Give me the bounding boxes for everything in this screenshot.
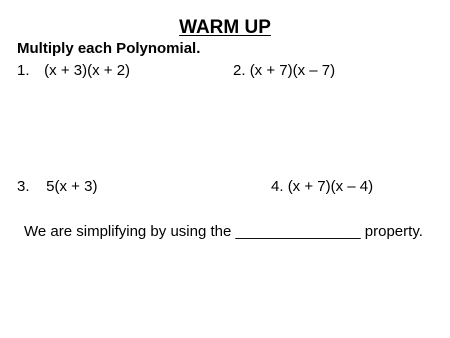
fill-in-blank-statement: We are simplifying by using the _______________ property. xyxy=(24,223,423,240)
problem-2 xyxy=(233,62,335,80)
problem-1 xyxy=(17,62,130,80)
problem-expression: (x + 7)(x – 7) xyxy=(249,62,336,79)
problem-number: 2. xyxy=(233,62,246,79)
problem-number: 4. xyxy=(271,178,284,195)
problem-expression: (x + 3)(x + 2) xyxy=(44,62,131,79)
page-title: WARM UP xyxy=(179,17,271,38)
problem-expression: 5(x + 3) xyxy=(46,178,98,195)
problem-4 xyxy=(271,178,373,196)
problem-expression: (x + 7)(x – 4) xyxy=(287,178,374,195)
problem-number: 1. xyxy=(17,62,30,79)
instruction-text: Multiply each Polynomial. xyxy=(17,40,201,57)
problem-3 xyxy=(17,178,97,196)
problem-number: 3. xyxy=(17,178,30,195)
